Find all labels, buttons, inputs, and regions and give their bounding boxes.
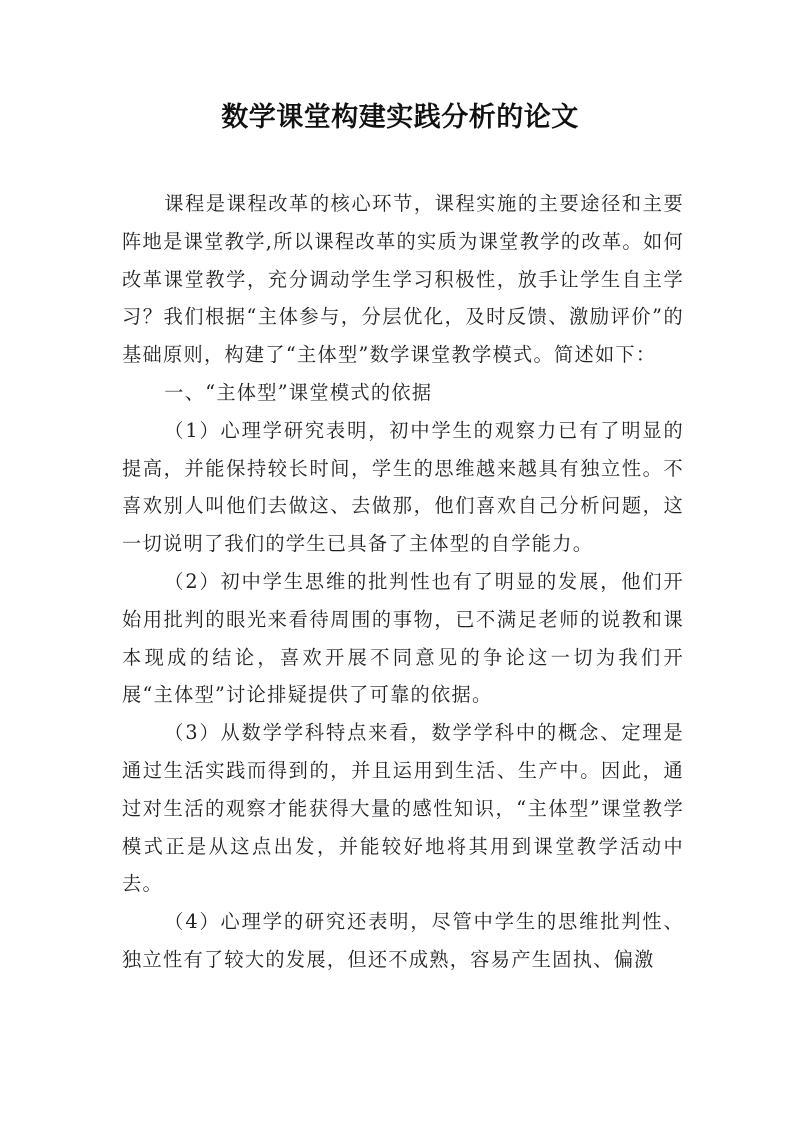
basis-paragraph-3: （3）从数学学科特点来看，数学学科中的概念、定理是通过生活实践而得到的，并且运用到生活、生产中。因此，通过对生活的观察才能获得大量的感性知识，“主体型”课堂教学模式正是从这点出发，并能较好地将其用到课堂教学活动中去。: [122, 721, 684, 896]
document-title: 数学课堂构建实践分析的论文: [221, 102, 579, 133]
intro-paragraph: 课程是课程改革的核心环节，课程实施的主要途径和主要阵地是课堂教学,所以课程改革的实质为课堂教学的改革。如何改革课堂教学，充分调动学生学习积极性，放手让学生自主学习？我们根据“主体参与，分层优化，及时反馈、激励评价”的基础原则，构建了“主体型”数学课堂教学模式。简述如下：: [122, 192, 684, 367]
basis-paragraph-4: （4）心理学的研究还表明，尽管中学生的思维批判性、独立性有了较大的发展，但还不成熟，容易产生固执、偏激: [122, 910, 684, 971]
document-body: [122, 185, 684, 979]
section-heading: 一、“主体型”课堂模式的依据: [164, 380, 433, 404]
basis-paragraph-1: （1）心理学研究表明，初中学生的观察力已有了明显的提高，并能保持较长时间，学生的思维越来越具有独立性。不喜欢别人叫他们去做这、去做那，他们喜欢自己分析问题，这一切说明了我们的学生已具备了主体型的自学能力。: [122, 418, 684, 556]
basis-paragraph-2: （2）初中学生思维的批判性也有了明显的发展，他们开始用批判的眼光来看待周围的事物，已不满足老师的说教和课本现成的结论，喜欢开展不同意见的争论这一切为我们开展“主体型”讨论排疑提供了可靠的依据。: [122, 569, 684, 707]
